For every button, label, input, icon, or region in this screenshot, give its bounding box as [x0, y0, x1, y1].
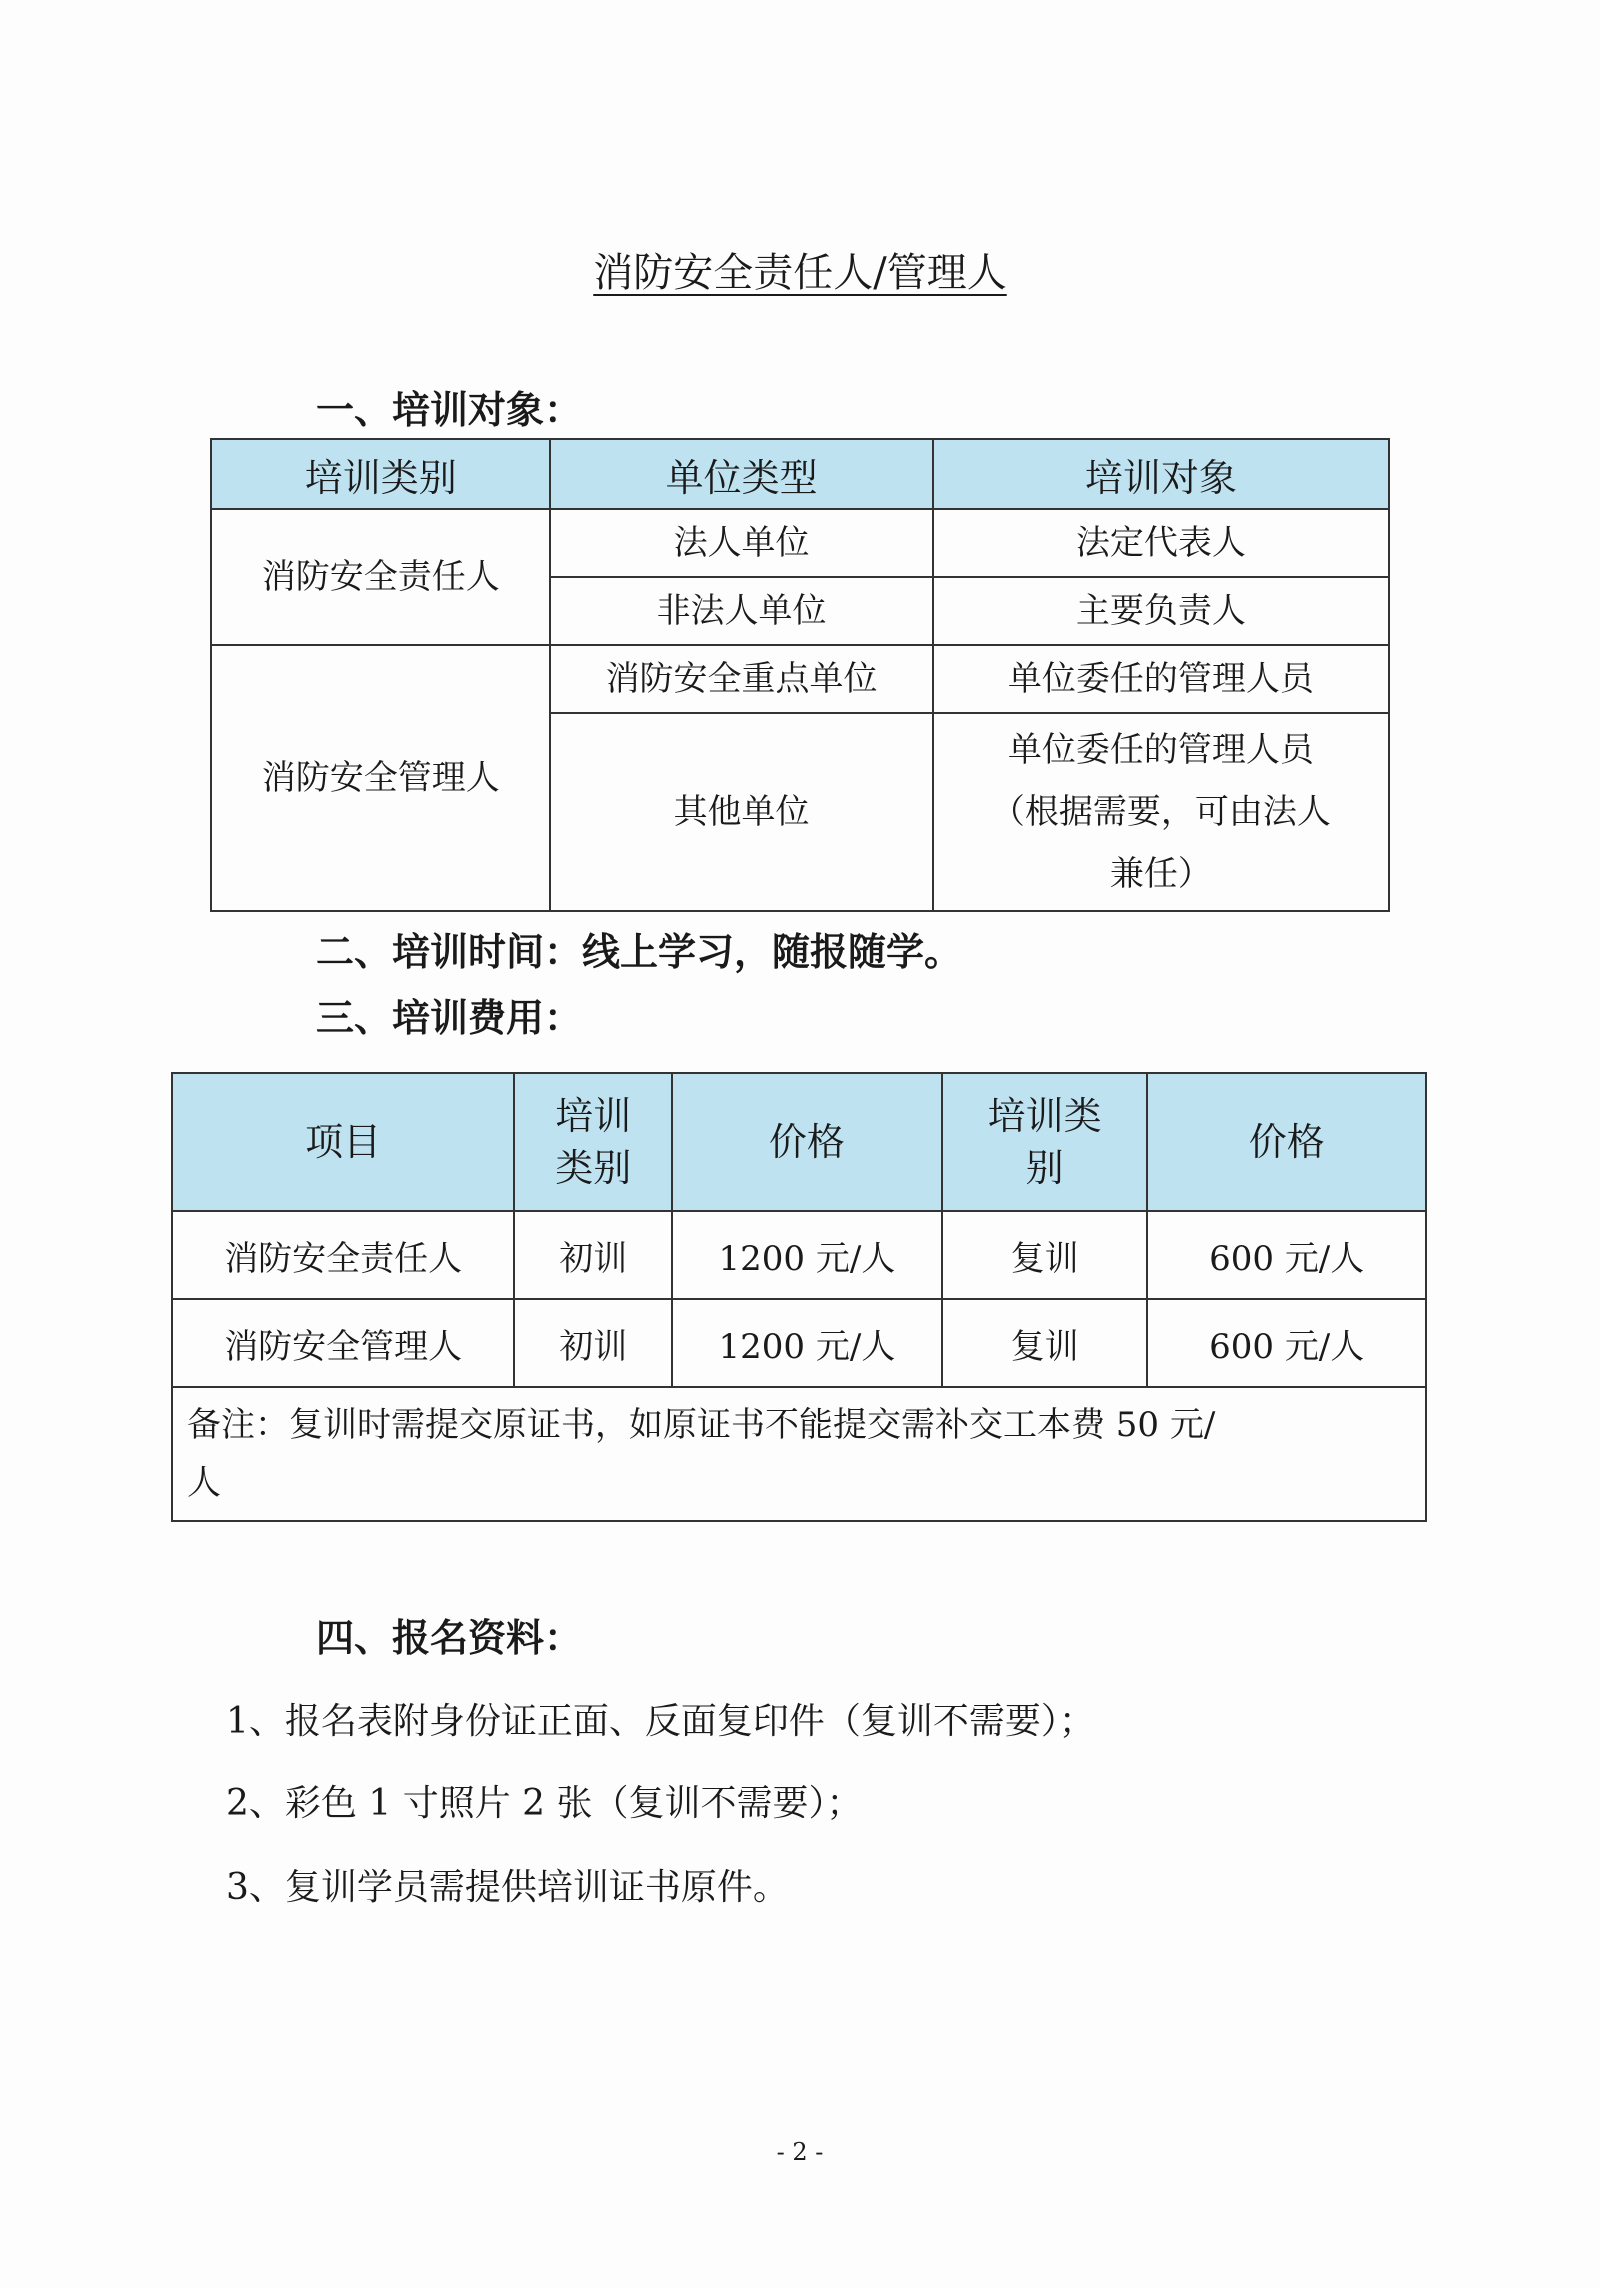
header-line: 别 — [1025, 1146, 1064, 1190]
category-cell: 消防安全责任人 — [211, 509, 550, 645]
type2-cell: 复训 — [942, 1299, 1148, 1387]
header-category: 培训类别 — [211, 439, 550, 509]
training-fee-table — [171, 1072, 1427, 1522]
section4-heading: 四、报名资料： — [316, 1615, 583, 1660]
header-unit-type: 单位类型 — [550, 439, 932, 509]
page-title — [0, 243, 1600, 303]
item-cell: 消防安全管理人 — [172, 1299, 514, 1387]
list-item: 1、报名表附身份证正面、反面复印件（复训不需要）； — [226, 1701, 1095, 1742]
table-header-row — [172, 1073, 1426, 1211]
header-price1: 价格 — [672, 1073, 942, 1211]
header-price2: 价格 — [1147, 1073, 1426, 1211]
section3-heading: 三、培训费用： — [316, 995, 583, 1040]
target-line: 兼任） — [1109, 854, 1212, 894]
target-line: （根据需要，可由法人 — [990, 792, 1331, 832]
item-cell: 消防安全责任人 — [172, 1211, 514, 1299]
note-cell — [172, 1387, 1426, 1521]
unit-type-cell: 法人单位 — [550, 509, 932, 577]
page-title-text: 消防安全责任人/管理人 — [593, 250, 1007, 296]
unit-type-cell: 非法人单位 — [550, 577, 932, 645]
header-type2 — [942, 1073, 1148, 1211]
table-row — [172, 1299, 1426, 1387]
type1-cell: 初训 — [514, 1211, 672, 1299]
table-row — [211, 645, 1389, 713]
section2-heading: 二、培训时间：线上学习，随报随学。 — [316, 929, 963, 974]
target-cell-multiline — [933, 713, 1389, 911]
target-cell: 单位委任的管理人员 — [933, 645, 1389, 713]
header-line: 培训 — [555, 1094, 632, 1138]
header-target: 培训对象 — [933, 439, 1389, 509]
table-header-row — [211, 439, 1389, 509]
unit-type-cell: 消防安全重点单位 — [550, 645, 932, 713]
target-cell: 法定代表人 — [933, 509, 1389, 577]
training-target-table — [210, 438, 1390, 912]
table-row — [172, 1211, 1426, 1299]
note-line: 备注：复训时需提交原证书，如原证书不能提交需补交工本费 50 元/ — [187, 1405, 1216, 1445]
type2-cell: 复训 — [942, 1211, 1148, 1299]
price2-cell: 600 元/人 — [1147, 1299, 1426, 1387]
table-row — [211, 509, 1389, 577]
table-note-row — [172, 1387, 1426, 1521]
header-line: 培训类 — [987, 1094, 1102, 1138]
price1-cell: 1200 元/人 — [672, 1299, 942, 1387]
type1-cell: 初训 — [514, 1299, 672, 1387]
price2-cell: 600 元/人 — [1147, 1211, 1426, 1299]
page-number: - 2 - — [776, 2138, 824, 2166]
note-line: 人 — [187, 1463, 221, 1503]
header-line: 类别 — [555, 1146, 632, 1190]
unit-type-cell: 其他单位 — [550, 713, 932, 911]
list-item: 3、复训学员需提供培训证书原件。 — [226, 1867, 789, 1908]
category-cell: 消防安全管理人 — [211, 645, 550, 911]
header-type1 — [514, 1073, 672, 1211]
header-item: 项目 — [172, 1073, 514, 1211]
target-line: 单位委任的管理人员 — [1007, 730, 1314, 770]
price1-cell: 1200 元/人 — [672, 1211, 942, 1299]
section1-heading: 一、培训对象： — [316, 387, 583, 432]
target-cell: 主要负责人 — [933, 577, 1389, 645]
list-item: 2、彩色 1 寸照片 2 张（复训不需要）； — [226, 1783, 863, 1824]
